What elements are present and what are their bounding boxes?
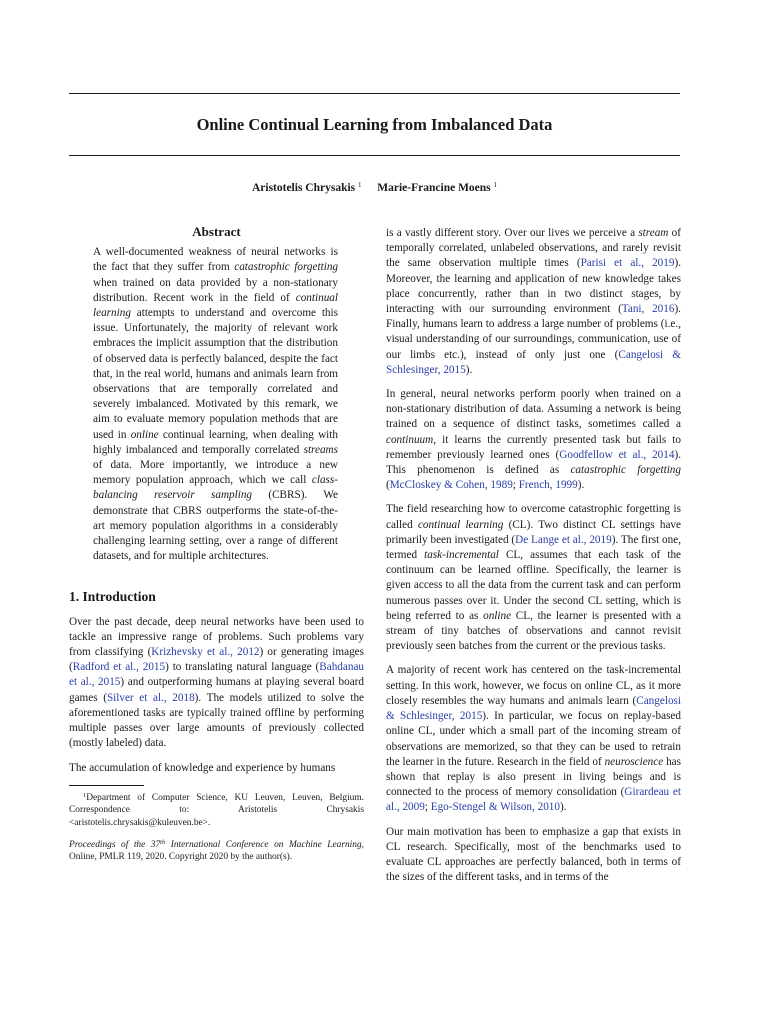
citation-link[interactable]: Goodfellow et al., 2014 [559,448,675,461]
body-paragraph: Our main motivation has been to emphasize a gap that exists in CL research. Specifically, most of the benchmarks used to evaluate CL approaches are perfectly balanced, both in terms of the sizes of the different tasks, and in terms of the [386,825,681,884]
author-list [69,181,680,194]
left-column [69,224,364,872]
citation-link[interactable]: Girardeau et al., 2009 [386,786,682,814]
citation-link[interactable]: Cangelosi & Schlesinger, 2015 [386,348,682,376]
citation-link[interactable]: Krizhevsky et al., 2012 [151,646,260,659]
citation-link[interactable]: Radford et al., 2015 [72,661,166,674]
author-name: Aristotelis Chrysakis [251,182,356,194]
title-rule-bottom [69,155,680,156]
body-paragraph: is a vastly different story. Over our lives we perceive a stream of temporally correlated, unlabeled observations, and rarely revisit the same observation multiple times (Parisi et al., 2019). Moreover, the learning and application of new knowledge takes place concurrently, rather than in two distinct stages, by interacting with our surrounding environment (Tani, 2016). Finally, humans learn to address a large number of problems (i.e., visual understanding of our surroundings, communication, use of our limbs etc.), instead of only just one (Cangelosi & Schlesinger, 2015). [386,227,682,376]
citation-link[interactable]: French, 1999 [518,479,578,492]
affiliation-footnote: $^1$Department of Computer Science, KU Leuven, Leuven, Belgium. Correspondence to: Aristotelis Chrysakis <aristotelis.chrysakis@kuleuven.be>. [69,791,364,828]
abstract-heading: Abstract [192,224,241,239]
author-name: Marie-Francine Moens [377,182,491,194]
abstract-text: A well-documented weakness of neural networks is the fact that they suffer from catastrophic forgetting when trained on data provided by a non-stationary distribution. Recent work in the field of continual learning attempts to understand and overcome this issue. Unfortunately, the majority of relevant work embraces the implicit assumption that the distribution of observed data is perfectly balanced, despite the fact that, in the real world, humans and animals learn from observations that are temporally correlated and severely imbalanced. Motivated by this remark, we aim to evaluate memory population methods that are used in online continual learning, when dealing with highly imbalanced and temporally correlated streams of data. More importantly, we introduce a new memory population approach, which we call class-balancing reservoir sampling (CBRS). We demonstrate that CBRS outperforms the state-of-the-art memory population algorithms in a considerably challenging learning setting, over a range of different datasets, and for multiple architectures. [93,246,339,563]
paper-title: Online Continual Learning from Imbalanced Data [196,115,553,134]
proceedings-note: Proceedings of the 37th International Conference on Machine Learning, Online, PMLR 119, 2020. Copyright 2020 by the author(s). [69,838,364,863]
affiliation-mark: 1 [358,181,362,189]
citation-link[interactable]: Bahdanau et al., 2015 [69,661,364,689]
citation-link[interactable]: Ego-Stengel & Wilson, 2010 [430,801,560,814]
citation-link[interactable]: Cangelosi & Schlesinger, 2015 [386,694,681,723]
affiliation-mark: 1 [493,181,498,189]
title-rule-top [69,93,680,94]
citation-link[interactable]: Parisi et al., 2019 [580,257,675,270]
body-paragraph: The accumulation of knowledge and experience by humans [69,761,336,774]
body-paragraph: Over the past decade, deep neural networks have been used to tackle an impressive range of problems. Such problems vary from classifying (Krizhevsky et al., 2012) or generating images (Radford et al., 2015) to translating natural language (Bahdanau et al., 2015) and outperforming humans at playing several board games (Silver et al., 2018). The models utilized to solve the aforementioned tasks are typically trained offline by performing multiple passes over large amounts of previously collected (mostly labeled) data. [69,615,364,750]
citation-link[interactable]: McCloskey & Cohen, 1989 [389,479,513,492]
section-heading-introduction: 1. Introduction [69,589,156,605]
right-column [386,226,681,894]
body-paragraph: In general, neural networks perform poorly when trained on a non-stationary distribution of data. Assuming a network is being trained on a sequence of distinct tasks, sometimes called a continuum, it learns the currently presented task but fails to remember previously learned ones (Goodfellow et al., 2014). This phenomenon is defined as catastrophic forgetting (McCloskey & Cohen, 1989; French, 1999). [386,388,681,492]
footnote-divider [69,785,144,786]
citation-link[interactable]: Silver et al., 2018 [106,691,195,704]
citation-link[interactable]: De Lange et al., 2019 [515,533,612,546]
citation-link[interactable]: Tani, 2016 [621,303,675,316]
body-paragraph: The field researching how to overcome catastrophic forgetting is called continual learning (CL). Two distinct CL settings have primarily been investigated (De Lange et al., 2019). The first one, termed task-incremental CL, assumes that each task of the continuum can be learned offline. Specifically, the learner is given access to all the data from the current task and can perform numerous passes over it. Under the second CL setting, which is being referred to as online CL, the learner is presented with a stream of tiny batches of observations and cannot revisit previously seen batches from the current or the previous tasks. [386,503,681,653]
body-paragraph: A majority of recent work has centered on the task-incremental setting. In this work, however, we focus on online CL, as it more closely resembles the way humans and animals learn (Cangelosi & Schlesinger, 2015). In particular, we focus on replay-based online CL, under which a small part of the incoming stream of observations are memorized, so that they can be used to retrain the learner in the future. Research in the field of neuroscience has shown that replay is also present in living beings and is connected to the process of memory consolidation (Girardeau et al., 2009; Ego-Stengel & Wilson, 2010). [386,664,682,814]
